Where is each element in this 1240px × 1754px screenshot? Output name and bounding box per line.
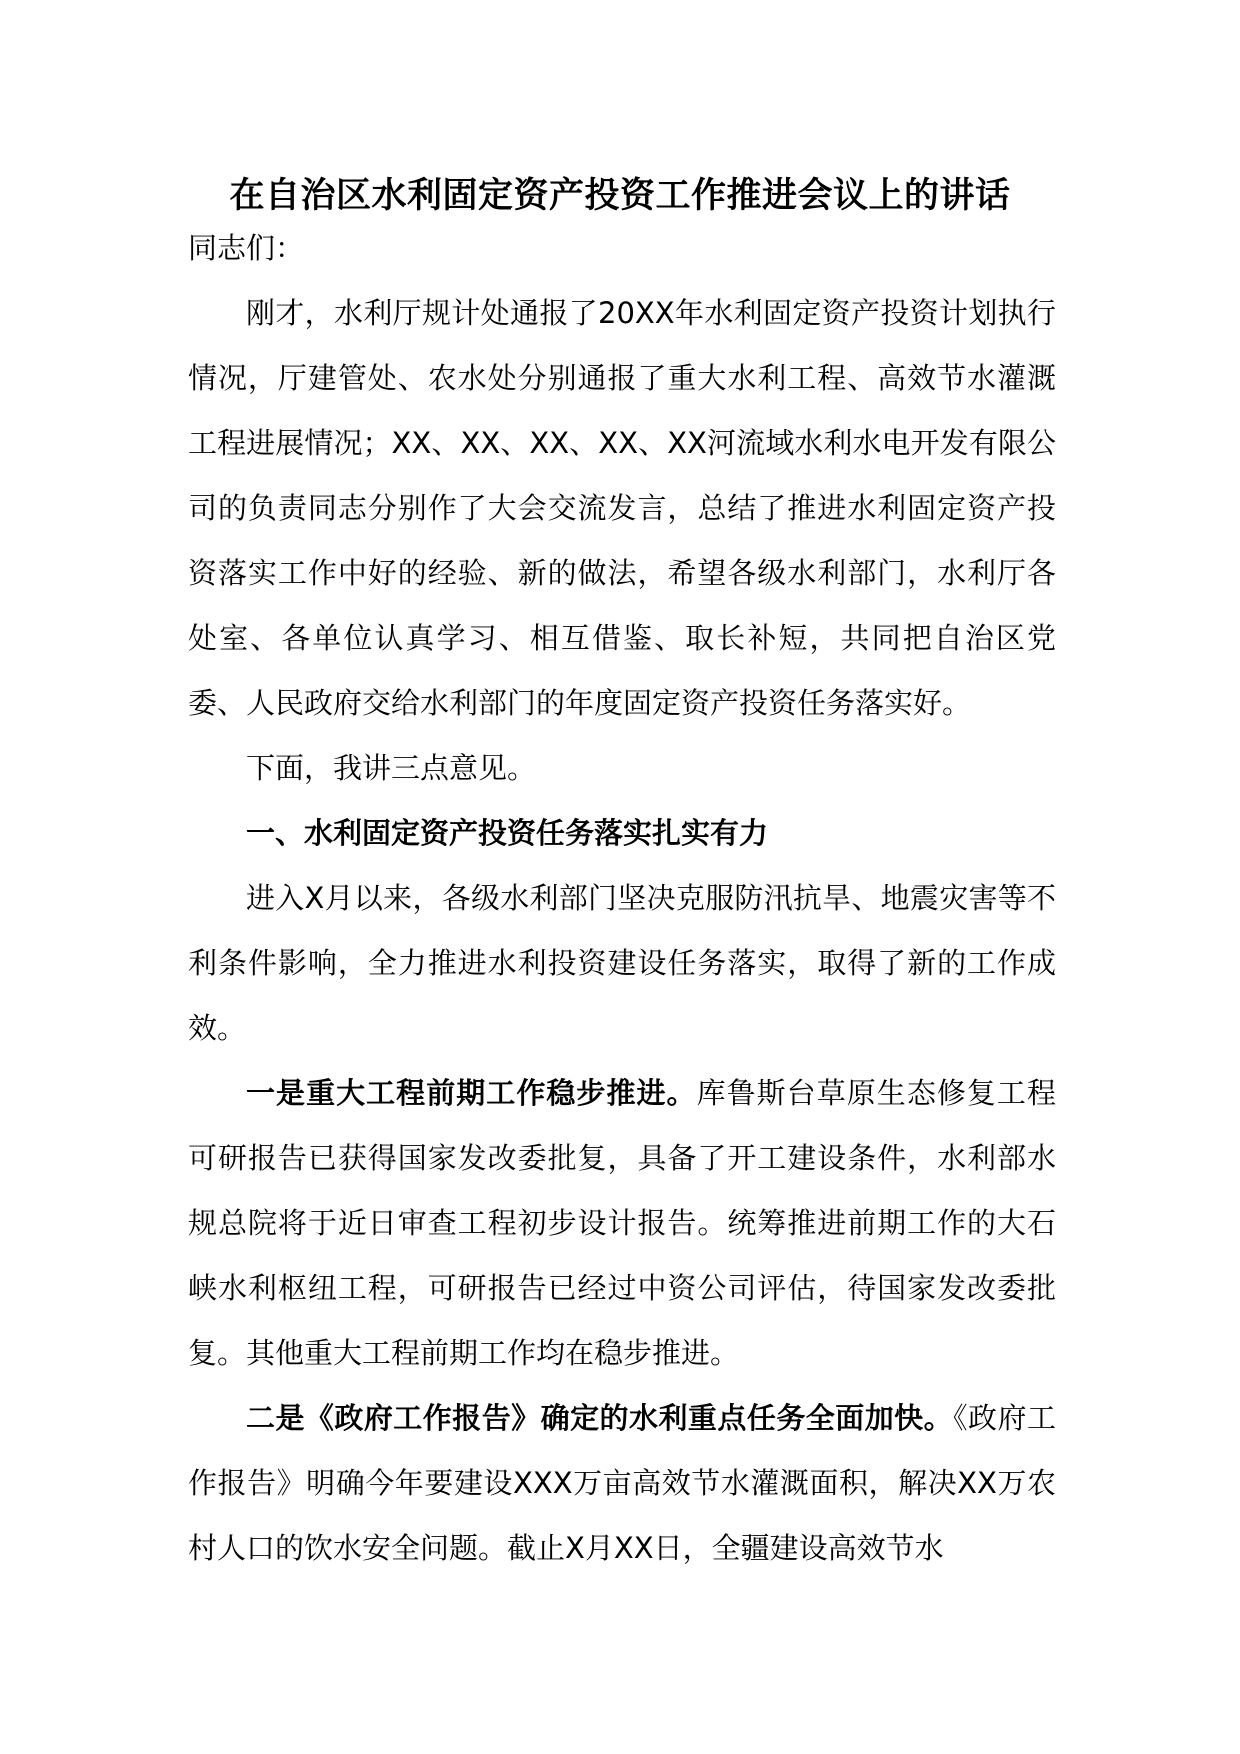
salutation: 同志们： [188,231,305,265]
paragraph-intro: 刚才，水利厅规计处通报了20XX年水利固定资产投资计划执行情况，厅建管处、农水处分别通报了重大水利工程、高效节水灌溉工程进展情况；XX、XX、XX、XX、XX河流域水利水电开发有限公司的负责同志分别作了大会交流发言，总结了推进水利固定资产投资落实工作中好的经验、新的做法，希望各级水利部门，水利厅各处室、各单位认真学习、相互借鉴、取长补短，共同把自治区党委、人民政府交给水利部门的年度固定资产投资任务落实好。 [188,296,1056,720]
document-title: 在自治区水利固定资产投资工作推进会议上的讲话 [229,176,1011,216]
paragraph-section-1-intro: 进入X月以来，各级水利部门坚决克服防汛抗旱、地震灾害等不利条件影响，全力推进水利投资建设任务落实，取得了新的工作成效。 [188,881,1056,1045]
paragraph-outline: 下面，我讲三点意见。 [246,751,537,785]
paragraph-point-2 [188,1386,1056,1581]
point-2-lead: 二是《政府工作报告》确定的水利重点任务全面加快。 [246,1401,954,1435]
point-1-lead: 一是重大工程前期工作稳步推进。 [246,1076,697,1110]
point-2-text: 《政府工作报告》明确今年要建设XXX万亩高效节水灌溉面积，解决XX万农村人口的饮水安全问题。截止X月XX日，全疆建设高效节水 [188,1401,1056,1565]
document-body [188,216,1056,1581]
paragraph-point-1 [188,1061,1056,1386]
point-1-text: 库鲁斯台草原生态修复工程可研报告已获得国家发改委批复，具备了开工建设条件，水利部水规总院将于近日审查工程初步设计报告。统筹推进前期工作的大石峡水利枢纽工程，可研报告已经过中资公司评估，待国家发改委批复。其他重大工程前期工作均在稳步推进。 [188,1076,1056,1370]
section-heading-1: 一、水利固定资产投资任务落实扎实有力 [246,816,769,850]
